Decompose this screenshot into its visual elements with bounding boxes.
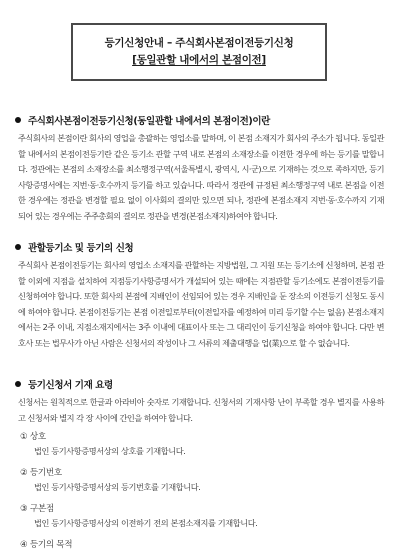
document-title: 등기신청안내 – 주식회사본점이전등기신청 [104,37,294,49]
item-body: 법인 등기사항증명서상의 등기번호를 기재합니다. [34,482,201,492]
section-heading [15,377,387,391]
section-form-guide [15,377,387,552]
section-body: 주식회사 본점이전등기는 회사의 영업소 소재지를 관할하는 지방법원, 그 지원 또는 등기소에 신청하며, 본점 관할 이외에 지점을 설치하여 지점등기사항증명서가 개설되어 있는 때에는 지점관할 등기소에도 본점이전등기를 신청하여야 합니다. 또한 회사의 본점에 지배인이 선임되어 있는 경우 지배인을 둔 장소의 이전등기 신청도 동시에 하여야 합니다. 본점이전등기는 본점 이전일로부터(이전일자를 예정하여 미리 등기할 수는 없음) 본점소재지에서는 2주 이내, 지점소재지에서는 3주 이내에 대표이사 또는 그 대리인이 등기신청을 하여야 합니다. 다만 변호사 또는 법무사가 아닌 사람은 신청서의 작성이나 그 서류의 제출대행을 업(業)으로 할 수 없습니다. [18,260,384,348]
document-subtitle: [동일관할 내에서의 본점이전] [132,54,266,66]
section-heading-text: 등기신청서 기재 요령 [28,380,113,391]
bullet-icon [15,117,21,123]
item-title: ② 등기번호 [20,468,62,478]
list-item [20,502,387,530]
bullet-icon [15,381,21,387]
section-heading-text: 관할등기소 및 등기의 신청 [28,243,134,254]
section-definition [15,113,387,224]
section-jurisdiction [15,240,387,351]
item-title: ③ 구본점 [20,504,54,514]
section-heading-text: 주식회사본점이전등기신청(동일관할 내에서의 본점이전)이란 [28,116,270,127]
section-body: 주식회사의 본점이란 회사의 영업을 총괄하는 영업소를 말하며, 이 본점 소재지가 회사의 주소가 됩니다. 동일관할 내에서의 본점이전등기란 같은 등기소 관할 구역 내로 본점의 소재장소를 이전한 경우에 하는 등기를 말합니다. 정관에는 본점의 소재장소를 최소행정구역(서울특별시, 광역시, 시·군)으로 기재하는 것으로 족하지만, 등기사항증명서에는 지번·동·호수까지 등기를 하고 있습니다. 따라서 정관에 규정된 최소행정구역 내로 본점을 이전한 경우에는 정관을 변경할 필요 없이 이사회의 결의만 있으면 되나, 정관에 본점소재지 지번·동·호수까지 기재되어 있는 경우에는 주주총회의 결의로 정관을 변경(본점소재지)하여야 합니다. [18,133,384,221]
item-title: ④ 등기의 목적 [20,540,73,550]
section-body: 신청서는 원칙적으로 한글과 아라비아 숫자로 기재합니다. 신청서의 기재사항 난이 부족할 경우 별지를 사용하고 신청서와 별지 각 장 사이에 간인을 하여야 합니다. [18,397,384,423]
item-body: 법인 등기사항증명서상의 상호를 기재합니다. [34,446,186,456]
list-item [20,430,387,458]
section-heading [15,240,387,254]
list-item [20,466,387,494]
item-title: ① 상호 [20,432,46,442]
bullet-icon [15,244,21,250]
item-body: 법인 등기사항증명서상의 이전하기 전의 본점소재지를 기재합니다. [34,518,258,528]
title-box [71,23,327,81]
section-heading [15,113,387,127]
list-item [20,538,387,552]
